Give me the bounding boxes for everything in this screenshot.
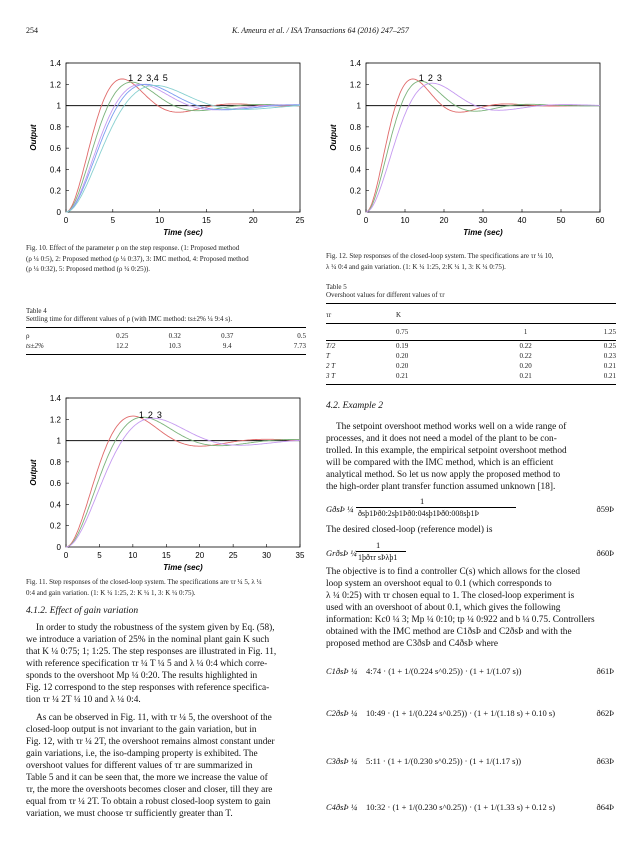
y-tick-label: 0.2 (49, 186, 61, 196)
caption-line: Fig. 10. Effect of the parameter ρ on the step response. (1: Proposed method (26, 244, 240, 252)
series-line-2 (366, 81, 600, 212)
eq-num: 1 (376, 540, 381, 550)
table-row: 2 T 0.20 0.20 0.21 (326, 362, 616, 370)
series-line-4 (66, 84, 300, 212)
text-line: sponds to the overshoot Mp ¼ 0:20. The results highlighted in (26, 671, 258, 681)
curve-label: 2 (427, 72, 433, 83)
y-tick-label: 0.6 (49, 479, 61, 489)
text-line: information: Kc0 ¼ 3; Mp ¼ 0:10; tp ¼ 0:922 and b ¼ 0.75. Controllers (326, 615, 595, 625)
y-tick-label: 1.4 (349, 59, 361, 68)
curve-label: 3 (436, 72, 442, 83)
equation-64 (326, 794, 614, 824)
text-line: λ ¼ 0:25) with τr chosen equal to 1. The closed-loop experiment is (326, 591, 575, 601)
eq-number: ð64Þ (596, 802, 614, 812)
curve-label: 3,4 (146, 72, 159, 83)
plot-frame (66, 63, 300, 212)
text-line: loop system an overshoot equal to 0.1 (which corresponds to (326, 579, 552, 589)
curve-label: 1 (418, 72, 424, 83)
eq-den: ðsþ1Þð0:2sþ1Þð0:04sþ1Þð0:008sþ1Þ (358, 509, 479, 518)
equation-61 (326, 658, 614, 688)
text-line: analytical method. So let us now apply the proposed method to (326, 470, 561, 480)
figure-10-caption (26, 243, 306, 275)
curve-label: 1 (128, 72, 134, 83)
caption-line: λ ¼ 0:4 and gain variation. (1: K ¼ 1:25, 2:K ¼ 1, 3: K ¼ 0:75). (326, 262, 506, 271)
text-line: obtained with the IMC method are C1ðsÞ and C2ðsÞ and with the (326, 627, 572, 637)
table-5: Table 5 Overshoot values for different values of τr τr K 0.75 1 1.25 T/2 0.19 0.22 0.25 T 0.20 0.22 0.23 2 T 0.20 0.20 0.21 3 T 0.21 0.21 0.21 (326, 283, 616, 385)
x-tick-label: 50 (556, 216, 566, 225)
y-tick-label: 0.4 (49, 165, 61, 175)
x-tick-label: 25 (295, 216, 305, 225)
series-line-2 (66, 82, 300, 212)
y-tick-label: 1.4 (49, 59, 61, 68)
equation-60 (326, 540, 614, 564)
y-tick-label: 0 (356, 208, 361, 217)
text-line: used with an overshoot of about 0.1, which gives the following (326, 603, 561, 613)
eq-num: 1 (420, 496, 425, 506)
eq-den: 1þðτr sÞλþ1 (358, 553, 398, 562)
page-number: 254 (26, 26, 38, 35)
eq-number: ð62Þ (596, 708, 614, 718)
plot-frame (366, 63, 600, 212)
eq-body: 10:49 · (1 + 1/(0.224 s^0.25)) · (1 + 1/(1.18 s) + 0.10 s) (366, 708, 556, 718)
y-tick-label: 1.2 (349, 80, 361, 90)
y-tick-label: 0 (56, 543, 61, 552)
x-tick-label: 30 (262, 551, 272, 560)
x-tick-label: 10 (128, 551, 138, 560)
x-tick-label: 5 (110, 216, 116, 225)
y-tick-label: 1.2 (49, 80, 61, 90)
y-tick-label: 0 (56, 208, 61, 217)
text-line: proposed method are C3ðsÞ and C4ðsÞ where (326, 639, 498, 649)
table-row: ts±2% 12.2 10.3 9.4 7.73 (26, 342, 306, 350)
table-title: Table 5 (326, 283, 347, 291)
eq-number: ð60Þ (596, 548, 614, 558)
section-heading-4-2: 4.2. Example 2 (326, 401, 383, 411)
curve-label: 2 (147, 410, 153, 421)
y-tick-label: 0.6 (49, 144, 61, 154)
figure-12-plot (324, 55, 614, 240)
x-tick-label: 20 (195, 551, 205, 560)
y-tick-label: 1.2 (49, 415, 61, 425)
eq-number: ð61Þ (596, 666, 614, 676)
table-row: 3 T 0.21 0.21 0.21 (326, 372, 616, 380)
y-tick-label: 0.2 (49, 521, 61, 531)
y-tick-label: 0.8 (49, 457, 61, 467)
text-line: trolled. In this example, the empirical setpoint overshoot method (326, 446, 567, 456)
eq-lhs: C3ðsÞ ¼ (326, 756, 358, 766)
figure-10-plot (24, 55, 314, 240)
eq-body: 10:32 · (1 + 1/(0.230 s^0.25)) · (1 + 1/(1.33 s) + 0.12 s) (366, 802, 556, 812)
x-tick-label: 15 (201, 216, 211, 225)
equation-63 (326, 748, 614, 778)
curve-labels (128, 73, 168, 83)
table-subtitle: Overshoot values for different values of τr (326, 291, 445, 299)
text-line: overshoot values for different values of τr are summarized in (26, 761, 253, 771)
section-heading-4-1-2: 4.1.2. Effect of gain variation (26, 606, 139, 616)
series-line-1 (66, 79, 300, 212)
text-line: the high-order plant transfer function assumed unknown [18]. (326, 482, 556, 492)
x-tick-label: 20 (248, 216, 258, 225)
y-tick-label: 1 (56, 436, 61, 446)
table-row: T/2 0.19 0.22 0.25 (326, 342, 616, 350)
curve-labels (419, 73, 442, 83)
series-line-1 (366, 79, 600, 212)
text-line: gain variations, i.e, the iso-damping property is exhibited. The (26, 749, 258, 759)
x-tick-label: 30 (478, 216, 488, 225)
curve-label: 1 (138, 410, 144, 421)
series-line-3 (366, 83, 600, 212)
table-subtitle: Settling time for different values of ρ (with IMC method: ts±2% ¼ 9:4 s). (26, 315, 233, 323)
text-line: Fig. 12, with τr ¼ 2T, the overshoot remains almost constant under (26, 737, 275, 747)
x-tick-label: 25 (228, 551, 238, 560)
table-row: T 0.20 0.22 0.23 (326, 352, 616, 360)
x-tick-label: 20 (439, 216, 449, 225)
y-tick-label: 0.8 (49, 122, 61, 132)
y-tick-label: 0.8 (349, 122, 361, 132)
curve-label: 3 (156, 410, 162, 421)
x-tick-label: 35 (295, 551, 305, 560)
text-line: equal from τr ¼ 2T. To obtain a robust closed-loop system to gain (26, 797, 271, 807)
y-axis-label: Output (29, 124, 38, 151)
x-tick-label: 60 (595, 216, 605, 225)
x-axis-label: Time (sec) (163, 563, 203, 572)
running-head: K. Ameura et al. / ISA Transactions 64 (2016) 247–257 (232, 26, 409, 35)
table-4 (26, 307, 306, 355)
series-line-2 (66, 417, 300, 547)
y-tick-label: 1 (356, 101, 361, 111)
y-tick-label: 1 (56, 101, 61, 111)
text-line: In order to study the robustness of the system given by Eq. (58), (36, 623, 275, 633)
x-tick-label: 0 (63, 551, 69, 560)
x-tick-label: 0 (363, 216, 369, 225)
equation-59 (326, 496, 614, 522)
table-row: ρ 0.25 0.32 0.37 0.5 (26, 332, 306, 340)
text-line: The setpoint overshoot method works well on a wide range of (336, 422, 567, 432)
x-axis-label: Time (sec) (463, 228, 503, 237)
text-line: tion τr ¼ 2T ¼ 10 and λ ¼ 0:4. (26, 695, 141, 705)
caption-line: (ρ ¼ 0:32), 5: Proposed method (ρ ¼ 0:25)). (26, 265, 151, 273)
eq-lhs: C1ðsÞ ¼ (326, 666, 358, 676)
section-4-1-2-body (26, 622, 308, 820)
figure-12-caption (326, 251, 616, 272)
eq-number: ð59Þ (596, 504, 614, 514)
x-tick-label: 5 (97, 551, 102, 560)
eq-body: 5:11 · (1 + 1/(0.230 s^0.25)) · (1 + 1/(1.17 s)) (366, 756, 522, 766)
curve-label: 5 (162, 72, 168, 83)
text-line: The objective is to find a controller C(s) which allows for the closed (326, 567, 581, 577)
x-axis-label: Time (sec) (163, 228, 203, 237)
text-line: will be compared with the IMC method, which is an efficient (326, 458, 554, 468)
x-tick-label: 0 (63, 216, 69, 225)
caption-line: (ρ ¼ 0:5), 2: Proposed method (ρ ¼ 0:37), 3: IMC method, 4: Proposed method (26, 254, 249, 263)
y-tick-label: 0.4 (49, 500, 61, 510)
eq-body: 4:74 · (1 + 1/(0.224 s^0.25)) · (1 + 1/(1.07 s)) (366, 666, 522, 676)
text-line: we introduce a variation of 25% in the nominal plant gain K such (26, 635, 270, 645)
caption-line: Fig. 12. Step responses of the closed-loop system. The specifications are τr ¼ 10, (326, 252, 554, 260)
x-tick-label: 40 (517, 216, 527, 225)
x-tick-label: 10 (155, 216, 165, 225)
curve-labels (139, 410, 162, 420)
section-4-2-body-2 (326, 566, 614, 650)
figure-11-plot (24, 390, 314, 575)
text-line: with reference specification τr ¼ T ¼ 5 and λ ¼ 0:4 which corre- (26, 659, 268, 669)
y-axis-label: Output (29, 459, 38, 486)
y-axis-label: Output (329, 124, 338, 151)
caption-line: Fig. 11. Step responses of the closed-loop system. The specifications are τr ¼ 5, λ ¼ (26, 578, 262, 586)
section-4-2-body (326, 421, 614, 493)
text-line: that K ¼ 0:75; 1; 1:25. The step responses are illustrated in Fig. 11, (26, 647, 277, 657)
text-line: τr, the more the overshoots becomes closer and closer, till they are (26, 785, 273, 795)
series-line-3 (66, 418, 300, 547)
ref-model-text: The desired closed-loop (reference model) is (326, 525, 493, 535)
table-title: Table 4 (26, 307, 47, 315)
curve-label: 2 (137, 72, 143, 83)
text-line: closed-loop output is not invariant to the gain variation, but in (26, 725, 257, 735)
eq-lhs: C2ðsÞ ¼ (326, 708, 358, 718)
text-line: processes, and it does not need a model of the plant to be con- (326, 434, 557, 444)
caption-line: 0:4 and gain variation. (1: K ¼ 1:25, 2: K ¼ 1, 3: K ¼ 0:75). (26, 588, 196, 597)
equation-62 (326, 700, 614, 730)
x-tick-label: 10 (400, 216, 410, 225)
x-tick-label: 15 (161, 551, 171, 560)
eq-lhs: GðsÞ ¼ (326, 504, 354, 514)
text-line: Fig. 12 correspond to the step responses with reference specifica- (26, 683, 270, 693)
y-tick-label: 1.4 (49, 394, 61, 403)
text-line: Table 5 and it can be seen that, the more we increase the value of (26, 773, 268, 783)
text-line: As can be observed in Fig. 11, with τr ¼ 5, the overshoot of the (36, 713, 272, 723)
y-tick-label: 0.6 (349, 144, 361, 154)
eq-lhs: C4ðsÞ ¼ (326, 802, 358, 812)
eq-lhs: GrðsÞ ¼ (326, 548, 357, 558)
eq-number: ð63Þ (596, 756, 614, 766)
y-tick-label: 0.4 (349, 165, 361, 175)
figure-11-caption (26, 577, 306, 598)
y-tick-label: 0.2 (349, 186, 361, 196)
text-line: variation, we must choose τr sufficiently greater than T. (26, 809, 233, 819)
series-line-3 (66, 84, 300, 212)
